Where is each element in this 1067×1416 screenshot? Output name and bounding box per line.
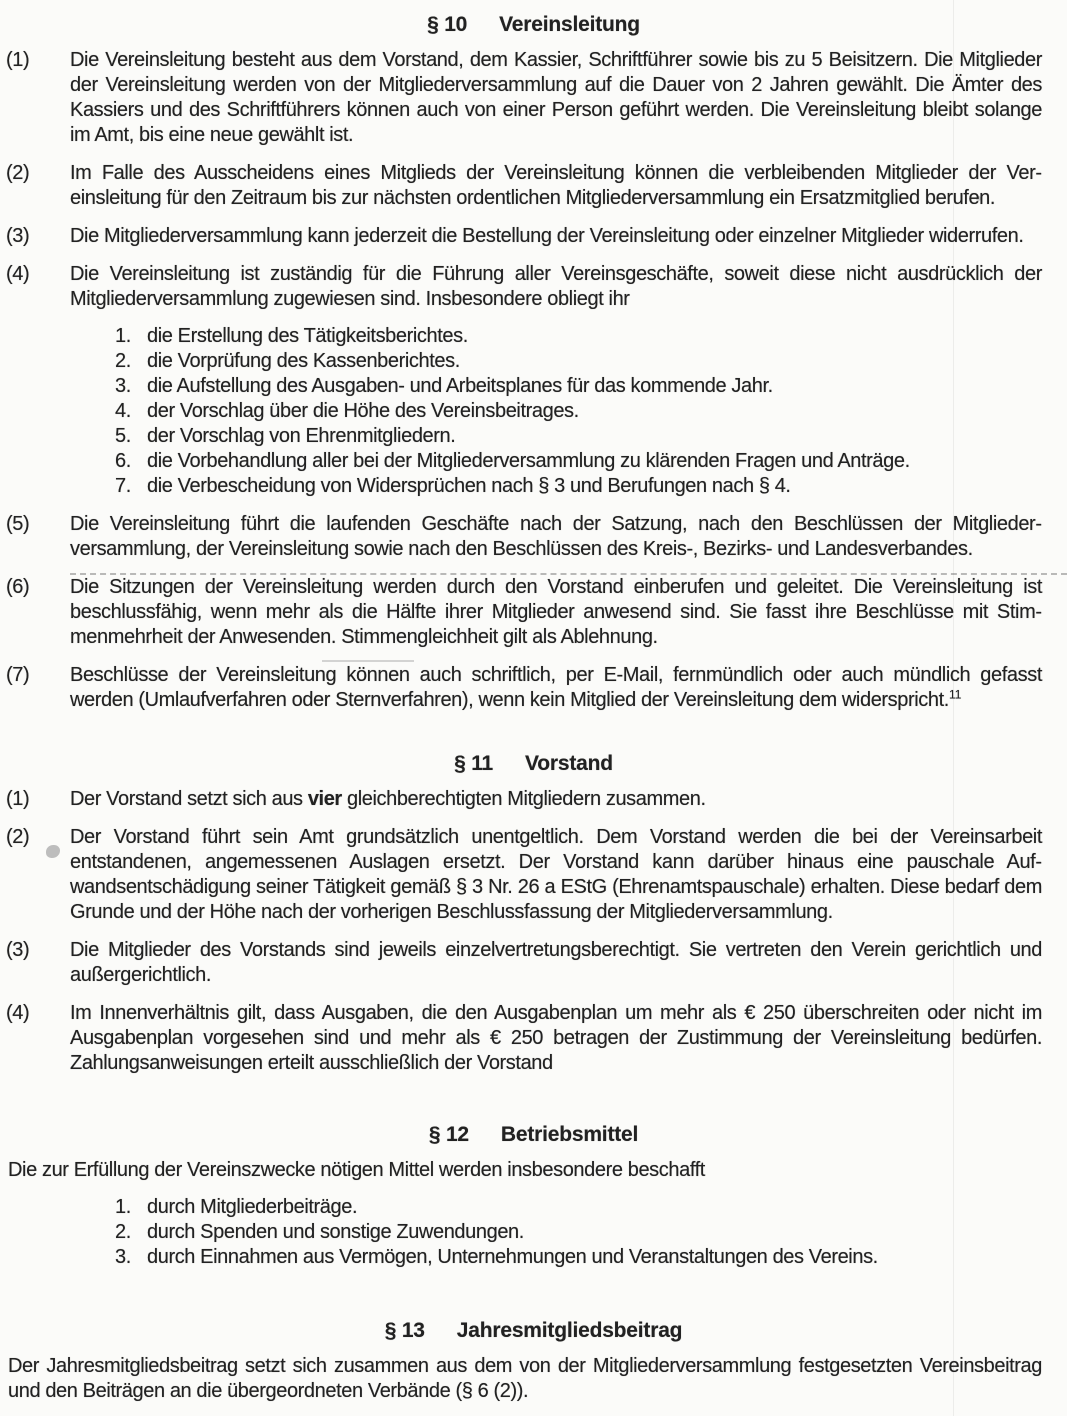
paragraph-text bbox=[70, 787, 1067, 812]
paragraph-3 bbox=[0, 938, 1067, 988]
paragraph-5 bbox=[0, 512, 1067, 562]
section-title: Jahresmitgliedsbeitrag bbox=[456, 1319, 683, 1342]
list-item-text: durch Einnahmen aus Vermögen, Unternehmungen und Veranstaltungen des Vereins. bbox=[147, 1246, 878, 1268]
list-marker: 2. bbox=[115, 350, 131, 372]
paragraph-1 bbox=[0, 48, 1067, 148]
funding-list bbox=[115, 1195, 1067, 1270]
paragraph-number: (3) bbox=[6, 939, 30, 961]
list-marker: 6. bbox=[115, 450, 131, 472]
list-marker: 1. bbox=[115, 1196, 131, 1218]
paragraph-1 bbox=[0, 787, 1067, 812]
section-number: § 11 bbox=[454, 752, 494, 775]
section-heading bbox=[0, 1318, 1067, 1343]
paragraph-number: (2) bbox=[6, 826, 30, 848]
list-item-text: der Vorschlag von Ehrenmitgliedern. bbox=[147, 425, 456, 447]
paragraph-text: Die Sitzungen der Vereinsleitung werden durch den Vorstand einberufen und geleitet. Die Vereinsleitung ist beschlussfähig, wenn mehr als die Hälfte ihrer Mitglieder anwesend sind. Sie fasst ihre Beschlüsse mit Stimmenmehrheit der Anwesenden. Stimmengleichheit gilt als Ablehnung. bbox=[70, 575, 1067, 650]
paragraph-2 bbox=[0, 161, 1067, 211]
paragraph-number: (6) bbox=[6, 576, 30, 598]
paragraph-text bbox=[70, 663, 1067, 713]
text-segment: gleichberechtigten Mitgliedern zusammen. bbox=[341, 788, 706, 810]
section-12-betriebsmittel bbox=[0, 1122, 1067, 1270]
section-number: § 12 bbox=[428, 1123, 469, 1146]
section-title: Betriebsmittel bbox=[500, 1123, 639, 1146]
footnote-reference: 11 bbox=[948, 687, 962, 702]
list-item bbox=[115, 399, 1042, 424]
paragraph-text: Im Falle des Ausscheidens eines Mitglieds der Vereinsleitung können die verbleibenden Mitglieder der Vereinsleitung für den Zeitraum bis zur nächsten ordentlichen Mitgliederversammlung ein Ersatzmitglied berufen. bbox=[70, 162, 1042, 209]
section-11-vorstand bbox=[0, 751, 1067, 1076]
paragraph-text: Die Vereinsleitung besteht aus dem Vorstand, dem Kassier, Schriftführer sowie bis zu 5 Beisitzern. Die Mitglieder der Vereinsleitung werden von der Mitgliederversammlung auf die Dauer von 2 Jahren gewählt. Die Ämter des Kassiers und des Schriftführers können auch von einer Person geführt werden. Die Vereinsleitung bleibt solange im Amt, bis eine neue gewählt ist. bbox=[70, 49, 1042, 146]
list-item bbox=[115, 349, 1042, 374]
list-item-text: die Aufstellung des Ausgaben- und Arbeitsplanes für das kommende Jahr. bbox=[147, 375, 773, 397]
list-item-text: die Erstellung des Tätigkeitsberichtes. bbox=[147, 325, 468, 347]
paragraph-number: (1) bbox=[6, 49, 30, 71]
paragraph-text: Die Mitgliederversammlung kann jederzeit die Bestellung der Vereinsleitung oder einzelner Mitglieder widerrufen. bbox=[70, 225, 1024, 247]
list-marker: 1. bbox=[115, 325, 131, 347]
list-marker: 3. bbox=[115, 1246, 131, 1268]
section-heading bbox=[0, 1122, 1067, 1147]
paragraph-4 bbox=[0, 1001, 1067, 1076]
paragraph-text: Die Mitglieder des Vorstands sind jeweils einzelvertretungsberechtigt. Sie vertreten den Verein gerichtlich und außergerichtlich. bbox=[70, 939, 1042, 986]
paragraph-2 bbox=[0, 825, 1067, 925]
list-item bbox=[115, 1220, 1042, 1245]
list-marker: 5. bbox=[115, 425, 131, 447]
paragraph-number: (2) bbox=[6, 162, 30, 184]
list-item bbox=[115, 1195, 1042, 1220]
list-item-text: durch Spenden und sonstige Zuwendungen. bbox=[147, 1221, 524, 1243]
duties-list bbox=[115, 324, 1067, 499]
section-10-vereinsleitung bbox=[0, 12, 1067, 713]
list-item bbox=[115, 374, 1042, 399]
paragraph-number: (1) bbox=[6, 788, 30, 810]
paragraph-3 bbox=[0, 224, 1067, 249]
paragraph-text: Im Innenverhältnis gilt, dass Ausgaben, die den Ausgabenplan um mehr als € 250 überschreiten oder nicht im Ausgabenplan vorgesehen sind und mehr als € 250 betragen der Zustimmung der Vereinsleitung bedürfen. Zahlungsanweisungen erteilt ausschließlich der Vorstand bbox=[70, 1002, 1042, 1074]
section-heading bbox=[0, 12, 1067, 37]
section-intro-text: Die zur Erfüllung der Vereinszwecke nötigen Mittel werden insbesondere beschafft bbox=[8, 1159, 705, 1181]
paragraph-number: (4) bbox=[6, 263, 30, 285]
section-heading bbox=[0, 751, 1067, 776]
paragraph-number: (5) bbox=[6, 513, 30, 535]
list-marker: 7. bbox=[115, 475, 131, 497]
bold-text: vier bbox=[307, 788, 342, 810]
section-intro-text: Der Jahresmitgliedsbeitrag setzt sich zusammen aus dem von der Mitgliederversammlung festgesetzten Vereinsbeitrag und den Beiträgen an die übergeordneten Verbände (§ 6 (2)). bbox=[8, 1355, 1042, 1402]
paragraph-text: Der Vorstand führt sein Amt grundsätzlich unentgeltlich. Dem Vorstand werden die bei der Vereinsarbeit entstandenen, angemessenen Auslagen ersetzt. Der Vorstand kann darüber hinaus eine pauschale Aufwandsentschädigung seiner Tätigkeit gemäß § 3 Nr. 26 a EStG (Ehrenamtspauschale) erhalten. Diese bedarf dem Grunde und der Höhe nach der vorherigen Beschlussfassung der Mitgliederversammlung. bbox=[70, 826, 1042, 923]
section-13-jahresmitgliedsbeitrag bbox=[0, 1318, 1067, 1404]
list-item-text: der Vorschlag über die Höhe des Vereinsbeitrages. bbox=[147, 400, 579, 422]
paragraph-text: Die Vereinsleitung ist zuständig für die Führung aller Vereinsgeschäfte, soweit diese nicht ausdrücklich der Mitgliederversammlung zugewiesen sind. Insbesondere obliegt ihr bbox=[70, 263, 1042, 310]
paragraph-7 bbox=[0, 663, 1067, 713]
paragraph-text: Die Vereinsleitung führt die laufenden Geschäfte nach der Satzung, nach den Beschlüssen der Mitgliederversammlung, der Vereinsleitung sowie nach den Beschlüssen des Kreis-, Bezirks- und Landesverbandes. bbox=[70, 513, 1042, 560]
list-item bbox=[115, 324, 1042, 349]
list-item-text: die Vorbehandlung aller bei der Mitgliederversammlung zu klärenden Fragen und Anträge. bbox=[147, 450, 910, 472]
paragraph-number: (7) bbox=[6, 664, 30, 686]
list-marker: 3. bbox=[115, 375, 131, 397]
list-item bbox=[115, 449, 1042, 474]
list-marker: 4. bbox=[115, 400, 131, 422]
section-title: Vereinsleitung bbox=[499, 13, 640, 36]
list-item-text: die Verbescheidung von Widersprüchen nach § 3 und Berufungen nach § 4. bbox=[147, 475, 791, 497]
section-number: § 13 bbox=[384, 1319, 425, 1342]
list-marker: 2. bbox=[115, 1221, 131, 1243]
list-item-text: durch Mitgliederbeiträge. bbox=[147, 1196, 358, 1218]
paragraph-text-body: Beschlüsse der Vereinsleitung können auch schriftlich, per E-Mail, fernmündlich oder auch mündlich gefasst werden (Umlaufverfahren oder Sternverfahren), wenn kein Mitglied der Vereinsleitung dem widerspricht. bbox=[70, 664, 1042, 711]
list-item bbox=[115, 1245, 1042, 1270]
paragraph-number: (4) bbox=[6, 1002, 30, 1024]
section-title: Vorstand bbox=[525, 752, 613, 775]
section-number: § 10 bbox=[427, 13, 468, 36]
list-item bbox=[115, 474, 1042, 499]
list-item bbox=[115, 424, 1042, 449]
paragraph-number: (3) bbox=[6, 225, 30, 247]
paragraph-6 bbox=[0, 575, 1067, 650]
list-item-text: die Vorprüfung des Kassenberichtes. bbox=[147, 350, 460, 372]
paragraph-4 bbox=[0, 262, 1067, 312]
text-segment: Der Vorstand setzt sich aus bbox=[70, 788, 308, 810]
